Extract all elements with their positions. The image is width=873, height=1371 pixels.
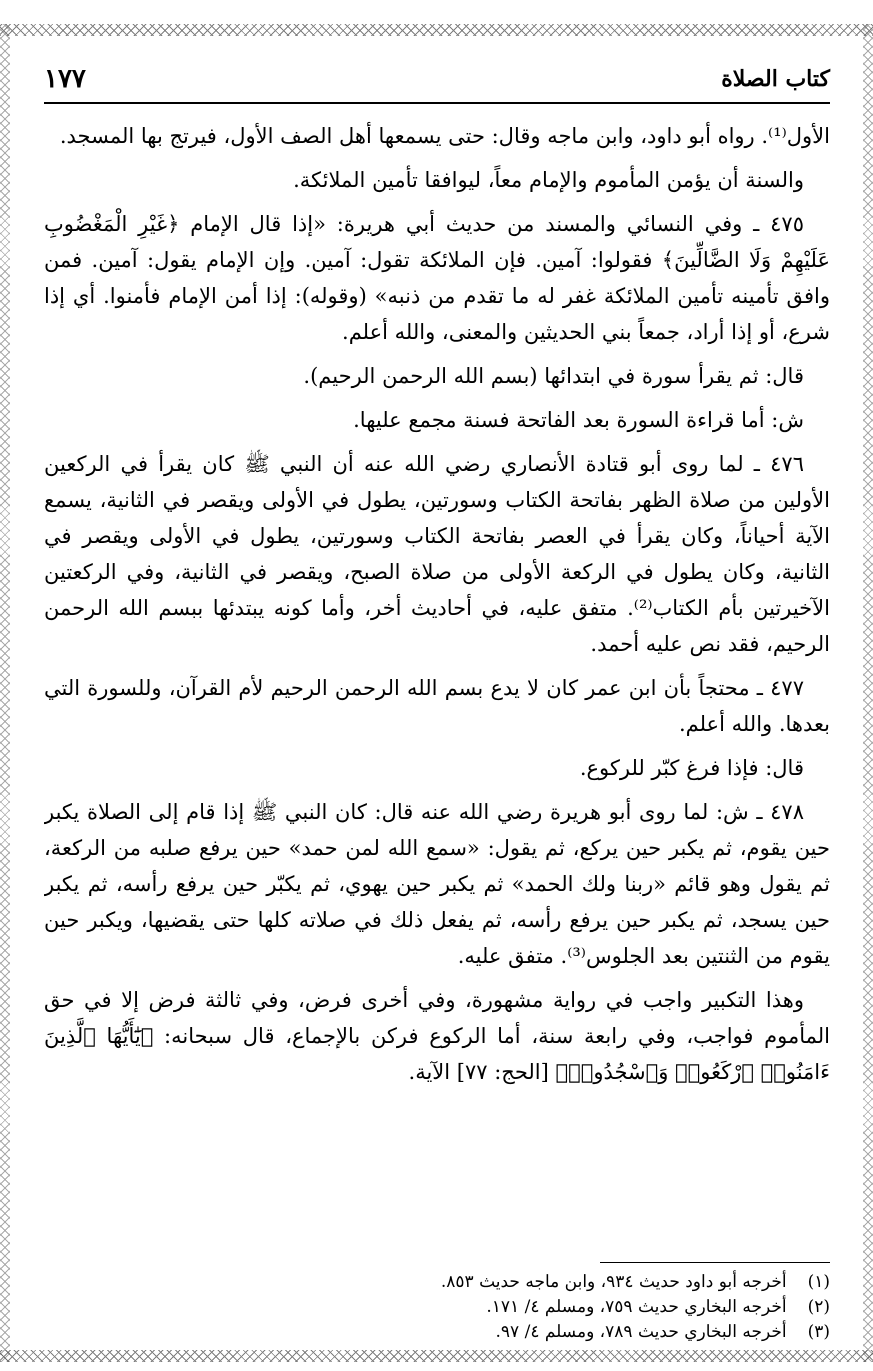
hadith-paragraph-475: ٤٧٥ ـ وفي النسائي والمسند من حديث أبي هريرة: «إذا قال الإمام ﴿غَيْرِ الْمَغْضُوبِ عَلَيْهِمْ وَلَا الضَّالِّينَ﴾ فقولوا: آمين. فإن الملائكة تقول: آمين. وإن الإمام يقول: آمين. فمن وافق تأمينه تأمين الملائكة غفر له ما تقدم من ذنبه» (وقوله): إذا أمن الإمام فأمنوا. أي إذا شرع، أو إذا أراد، جمعاً بني الحديثين والمعنى، والله أعلم.	[44, 212, 830, 344]
hadith-paragraph-477: ٤٧٧ ـ محتجاً بأن ابن عمر كان لا يدع بسم الله الرحمن الرحيم لأم القرآن، وللسورة التي بعدها. والله أعلم.	[44, 676, 830, 736]
paragraph: قال: فإذا فرغ كبّر للركوع.	[579, 756, 804, 780]
footnote-separator	[600, 1262, 830, 1263]
footnote-text: أخرجه البخاري حديث ٧٨٩، ومسلم ٤/ ٩٧.	[495, 1322, 787, 1342]
footnote	[44, 1295, 830, 1320]
decorative-border-right	[863, 24, 873, 1362]
decorative-border-bottom	[0, 1350, 873, 1362]
page-header	[44, 64, 830, 104]
paragraph: الأول⁽¹⁾. رواه أبو داود، وابن ماجه وقال: حتى يسمعها أهل الصف الأول، فيرتج بها المسجد.	[59, 124, 830, 148]
hadith-paragraph-476: ٤٧٦ ـ لما روى أبو قتادة الأنصاري رضي الله عنه أن النبي ﷺ كان يقرأ في الركعين الأولين من صلاة الظهر بفاتحة الكتاب وسورتين، يطول في الأولى ويقصر في الثانية، يسمع الآية أحياناً، وكان يقرأ في العصر بفاتحة الكتاب وسورتين، يطول في الأولى ويقصر في الثانية، وكان يطول في الركعة الأولى من صلاة الصبح، ويقصر في الثانية، وفي الركعتين الآخيرتين بأم الكتاب⁽²⁾. متفق عليه، في أحاديث أخر، وأما كونه يبتدئها ببسم الله الرحمن الرحيم، فقد نص عليه أحمد.	[44, 452, 830, 656]
page-number: ١٧٧	[44, 64, 86, 94]
footnote-text: أخرجه البخاري حديث ٧٥٩، ومسلم ٤/ ١٧١.	[486, 1297, 787, 1317]
paragraph: وهذا التكبير واجب في رواية مشهورة، وفي أخرى فرض، وفي ثالثة فرض إلا في حق المأموم فواجب، وفي رابعة سنة، أما الركوع فركن بالإجماع، قال سبحانه: ﴿يَٰٓأَيُّهَا ٱلَّذِينَ ءَامَنُوا۟ ٱرْكَعُوا۟ وَٱسْجُدُوا۟﴾ [الحج: ٧٧] الآية.	[44, 988, 830, 1084]
paragraph: والسنة أن يؤمن المأموم والإمام معاً، ليوافقا تأمين الملائكة.	[293, 168, 804, 192]
decorative-border-top	[0, 24, 873, 36]
main-text	[44, 118, 830, 1248]
footnote-number: (٢)	[807, 1297, 830, 1317]
footnote-number: (١)	[807, 1272, 830, 1292]
hadith-paragraph-478: ٤٧٨ ـ ش: لما روى أبو هريرة رضي الله عنه قال: كان النبي ﷺ إذا قام إلى الصلاة يكبر حين يقوم، ثم يكبر حين يركع، ثم يقول: «سمع الله لمن حمد» حين يرفع صلبه من الركعة، ثم يقول وهو قائم «ربنا ولك الحمد» ثم يكبر حين يهوي، ثم يكبّر حين يرفع رأسه، ثم يكبر حين يسجد، ثم يكبر حين يرفع رأسه، ثم يفعل ذلك في صلاته كلها حتى يقضيها، ويكبر حين يقوم من الثنتين بعد الجلوس⁽³⁾. متفق عليه.	[44, 800, 830, 968]
paragraph: ش: أما قراءة السورة بعد الفاتحة فسنة مجمع عليها.	[353, 408, 804, 432]
footnote-number: (٣)	[807, 1322, 830, 1342]
footnote	[44, 1320, 830, 1345]
footnotes	[44, 1270, 830, 1345]
running-title: كتاب الصلاة	[721, 66, 830, 92]
decorative-border-left	[0, 24, 10, 1362]
footnote-text: أخرجه أبو داود حديث ٩٣٤، وابن ماجه حديث ٨٥٣.	[440, 1272, 787, 1292]
footnote	[44, 1270, 830, 1295]
paragraph: قال: ثم يقرأ سورة في ابتدائها (بسم الله الرحمن الرحيم).	[303, 364, 804, 388]
